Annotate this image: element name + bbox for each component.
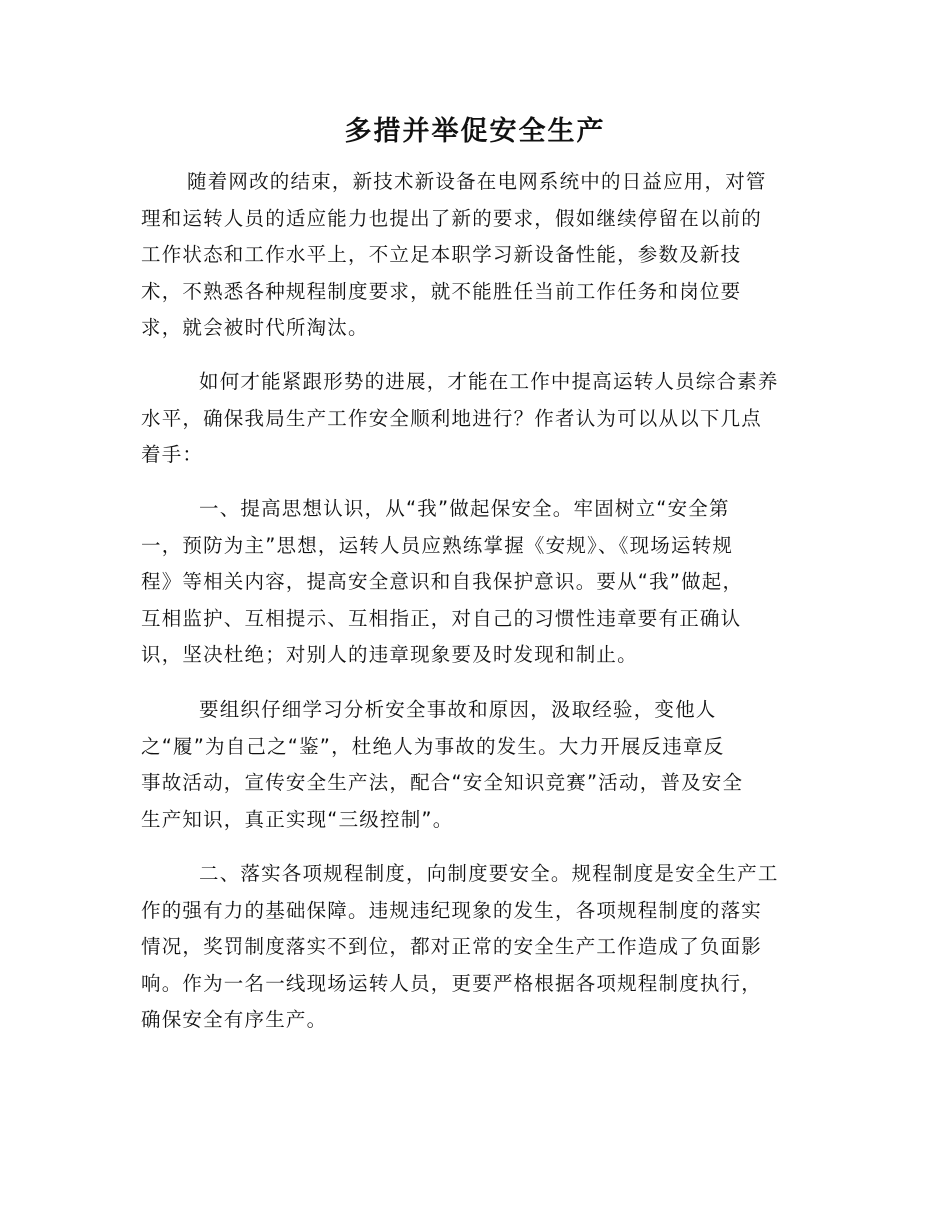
paragraph-2 bbox=[141, 364, 809, 474]
paragraph-4 bbox=[141, 692, 809, 838]
paragraph-line: 响。作为一名一线现场运转人员，更要严格根据各项规程制度执行， bbox=[141, 971, 763, 995]
paragraph-line: 着手： bbox=[141, 443, 204, 466]
paragraph-line: 术，不熟悉各种规程制度要求，就不能胜任当前工作任务和岗位要 bbox=[141, 279, 742, 303]
paragraph-1 bbox=[141, 164, 809, 347]
paragraph-line: 事故活动，宣传安全生产法，配合“安全知识竞赛”活动，普及安全 bbox=[141, 771, 744, 794]
paragraph-line: 要组织仔细学习分析安全事故和原因，汲取经验，变他人 bbox=[199, 698, 717, 721]
paragraph-line: 生产知识，真正实现“三级控制”。 bbox=[141, 807, 454, 831]
paragraph-line: 一、提高思想认识，从“我”做起保安全。牢固树立“安全第 bbox=[199, 497, 730, 520]
paragraph-line: 作的强有力的基础保障。违规违纪现象的发生，各项规程制度的落实 bbox=[141, 898, 763, 922]
paragraph-line: 确保安全有序生产。 bbox=[141, 1008, 328, 1031]
paragraph-line: 求，就会被时代所淘汰。 bbox=[141, 316, 369, 339]
paragraph-3 bbox=[141, 491, 809, 674]
paragraph-line: 如何才能紧跟形势的进展，才能在工作中提高运转人员综合素养 bbox=[199, 370, 779, 393]
paragraph-line: 水平，确保我局生产工作安全顺利地进行？作者认为可以从以下几点 bbox=[141, 406, 763, 430]
document-title: 多措并举促安全生产 bbox=[344, 116, 606, 147]
paragraph-line: 随着网改的结束，新技术新设备在电网系统中的日益应用，对管 bbox=[187, 170, 767, 193]
paragraph-line: 之“履”为自己之“鉴”，杜绝人为事故的发生。大力开展反违章反 bbox=[141, 734, 725, 758]
paragraph-line: 二、落实各项规程制度，向制度要安全。规程制度是安全生产工 bbox=[199, 862, 779, 885]
paragraph-line: 程》等相关内容，提高安全意识和自我保护意识。要从“我”做起， bbox=[141, 570, 744, 593]
paragraph-line: 情况，奖罚制度落实不到位，都对正常的安全生产工作造成了负面影 bbox=[141, 935, 763, 958]
paragraph-line: 互相监护、互相提示、互相指正，对自己的习惯性违章要有正确认 bbox=[141, 606, 742, 630]
paragraph-line: 识，坚决杜绝；对别人的违章现象要及时发现和制止。 bbox=[141, 643, 638, 666]
paragraph-line: 工作状态和工作水平上，不立足本职学习新设备性能，参数及新技 bbox=[141, 243, 742, 266]
paragraph-5 bbox=[141, 856, 809, 1039]
paragraph-line: 一，预防为主”思想，运转人员应熟练掌握《安规》、《现场运转规 bbox=[141, 533, 734, 557]
paragraph-line: 理和运转人员的适应能力也提出了新的要求，假如继续停留在以前的 bbox=[141, 206, 763, 230]
